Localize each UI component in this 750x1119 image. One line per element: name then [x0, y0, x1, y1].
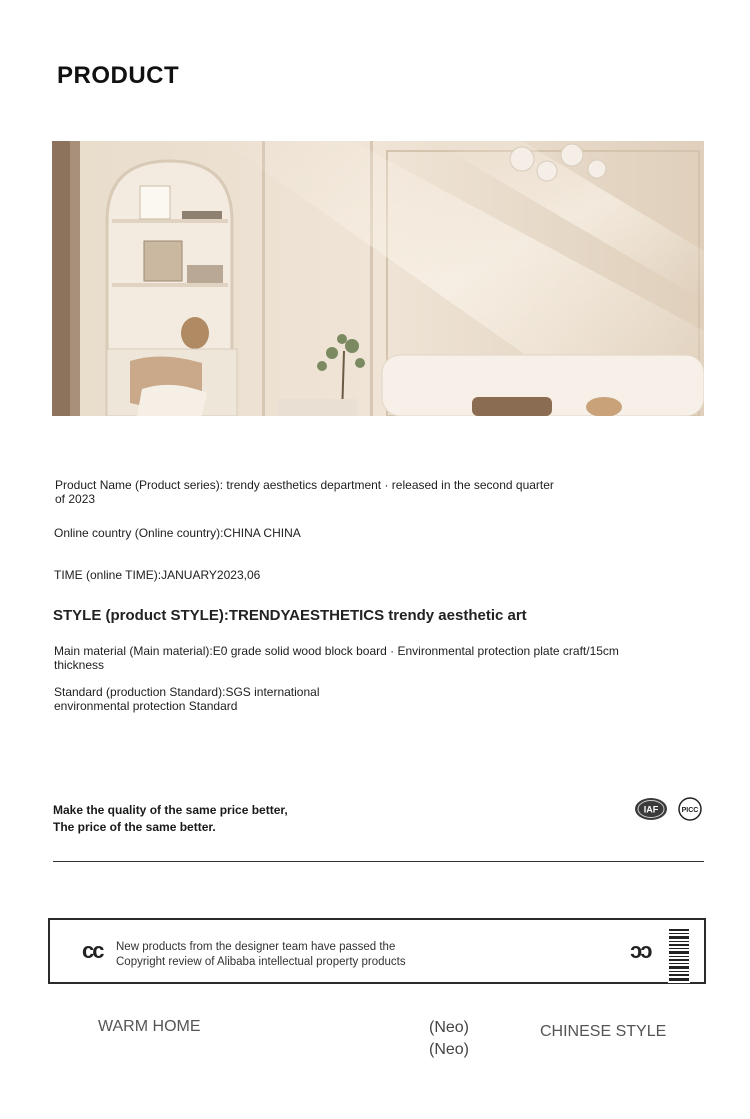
spec-online-country: Online country (Online country):CHINA CHINA: [54, 526, 301, 540]
copyright-notice: [48, 918, 706, 984]
slogan-line1: Make the quality of the same price better,: [53, 803, 288, 817]
spec-product-name: Product Name (Product series): trendy aesthetics department · released in the second quarter of 2023: [55, 478, 554, 506]
footer-warm-home: WARM HOME: [98, 1018, 201, 1035]
picc-icon: [678, 797, 702, 821]
divider: [53, 861, 704, 862]
open-quote-icon: cc: [82, 938, 103, 963]
spec-material: Main material (Main material):E0 grade solid wood block board · Environmental protection plate craft/15cm thickness: [54, 644, 619, 672]
iaf-icon: [634, 797, 668, 821]
spec-standard: [54, 685, 320, 713]
barcode-icon: [668, 927, 690, 983]
picc-badge: [678, 797, 702, 826]
picc-label: PICC: [681, 807, 699, 814]
room-illustration: [52, 141, 704, 416]
footer-neo-1: (Neo): [429, 1019, 470, 1036]
footer-chinese-style: CHINESE STYLE: [540, 1023, 667, 1040]
slogan: [53, 802, 288, 836]
room-photo: [52, 141, 704, 416]
notice-text: [116, 940, 406, 970]
spec-style: STYLE (product STYLE):TRENDYAESTHETICS trendy aesthetic art: [53, 607, 527, 624]
page-title: PRODUCT: [57, 62, 180, 89]
spec-standard-line1: Standard (production Standard):SGS international: [54, 685, 320, 699]
iaf-label: IAF: [643, 804, 659, 815]
close-quote-icon: ɔɔ: [630, 938, 651, 963]
iaf-badge: [634, 797, 668, 826]
spec-standard-line2: environmental protection Standard: [54, 699, 238, 713]
footer-neo-2: (Neo): [429, 1041, 470, 1058]
notice-line1: New products from the designer team have passed the: [116, 941, 396, 953]
slogan-line2: The price of the same better.: [53, 820, 216, 834]
footer-neo: [429, 1017, 469, 1061]
notice-line2: Copyright review of Alibaba intellectual property products: [116, 956, 406, 968]
spec-time: TIME (online TIME):JANUARY2023,06: [54, 568, 261, 582]
